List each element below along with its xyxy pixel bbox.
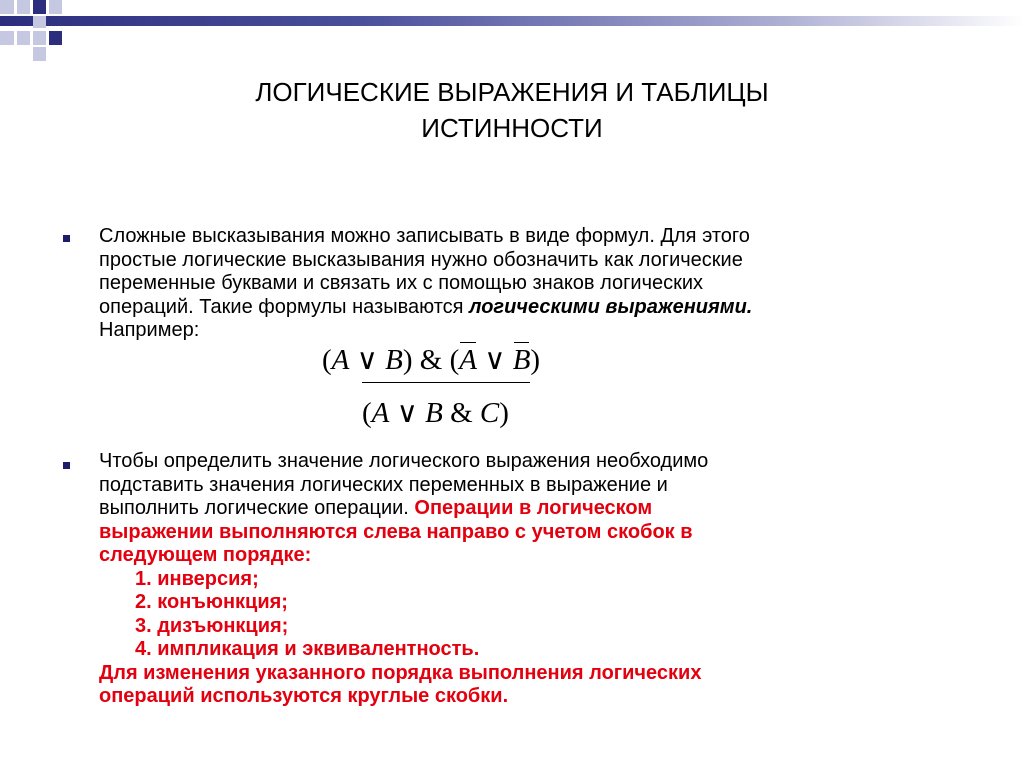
- text-span: выполнить логические операции.: [99, 497, 415, 519]
- deco-square: [33, 47, 46, 61]
- text-line: Чтобы определить значение логического выражения необходимо: [99, 450, 709, 472]
- deco-square: [0, 31, 14, 45]
- formula-variable: B: [425, 397, 443, 429]
- negation-bar: [362, 382, 530, 383]
- order-item-inversion: 1. инверсия;: [135, 567, 259, 590]
- deco-square: [33, 16, 46, 28]
- text-line: Сложные высказывания можно записывать в виде формул. Для этого: [99, 225, 750, 247]
- order-item-implication: 4. импликация и эквивалентность.: [135, 638, 480, 660]
- formula-expression-1: [322, 342, 540, 377]
- text-line: переменные буквами и связать их с помощью знаков логических: [99, 272, 704, 294]
- formula-variable: C: [479, 397, 500, 429]
- deco-square: [17, 0, 30, 14]
- emphasis-line: следующем порядке:: [99, 544, 312, 566]
- formula-symbol: ): [402, 344, 413, 376]
- note-line: операций используются круглые скобки.: [99, 685, 509, 707]
- text-span: операций. Такие формулы называются: [99, 295, 470, 318]
- bullet-marker: [63, 235, 70, 242]
- formula-symbol: &: [442, 397, 480, 429]
- emphasis-text: Операции в логическом: [414, 497, 653, 519]
- deco-square: [17, 31, 30, 45]
- title-line-2: ИСТИННОСТИ: [421, 113, 603, 143]
- formula-variable: B: [385, 344, 403, 376]
- text-line: подставить значения логических переменных в выражение и: [99, 473, 668, 496]
- formula-symbol: ∨: [476, 344, 513, 376]
- deco-square: [33, 0, 46, 14]
- bullet-marker: [63, 462, 70, 469]
- order-item-disjunction: 3. дизъюнкция;: [135, 614, 289, 637]
- logical-expressions-term: логическими выражениями.: [469, 295, 753, 318]
- formula-symbol: (: [362, 397, 372, 429]
- formula-expression-2: [362, 395, 509, 430]
- formula-variable: A: [331, 344, 350, 376]
- deco-square: [49, 0, 62, 14]
- formula-symbol: ∨: [389, 397, 426, 429]
- text-line: Например:: [99, 319, 200, 341]
- formula-symbol: ∨: [349, 344, 386, 376]
- paragraph-evaluation: [99, 450, 959, 709]
- formula-symbol: ): [499, 397, 509, 429]
- text-line: [99, 296, 959, 320]
- formula-symbol: (: [322, 344, 332, 376]
- paragraph-formulas: [99, 225, 959, 343]
- deco-square: [0, 0, 14, 14]
- text-line: простые логические высказывания нужно обозначить как логические: [99, 248, 743, 271]
- header-gradient-bar: [0, 16, 1024, 26]
- deco-square: [33, 31, 46, 45]
- deco-square: [49, 31, 62, 45]
- formula-symbol: &: [412, 344, 450, 376]
- slide-title: [100, 74, 924, 146]
- title-line-1: ЛОГИЧЕСКИЕ ВЫРАЖЕНИЯ И ТАБЛИЦЫ: [255, 77, 769, 107]
- order-item-conjunction: 2. конъюнкция;: [135, 591, 288, 613]
- text-line: [99, 497, 959, 521]
- formula-negated-variable: A: [459, 344, 477, 376]
- note-line: Для изменения указанного порядка выполнения логических: [99, 661, 702, 684]
- formula-symbol: (: [449, 344, 460, 376]
- emphasis-line: выражении выполняются слева направо с учетом скобок в: [99, 520, 693, 543]
- formula-symbol: ): [530, 344, 541, 376]
- formula-negated-variable: B: [512, 344, 531, 376]
- formula-variable: A: [371, 397, 390, 429]
